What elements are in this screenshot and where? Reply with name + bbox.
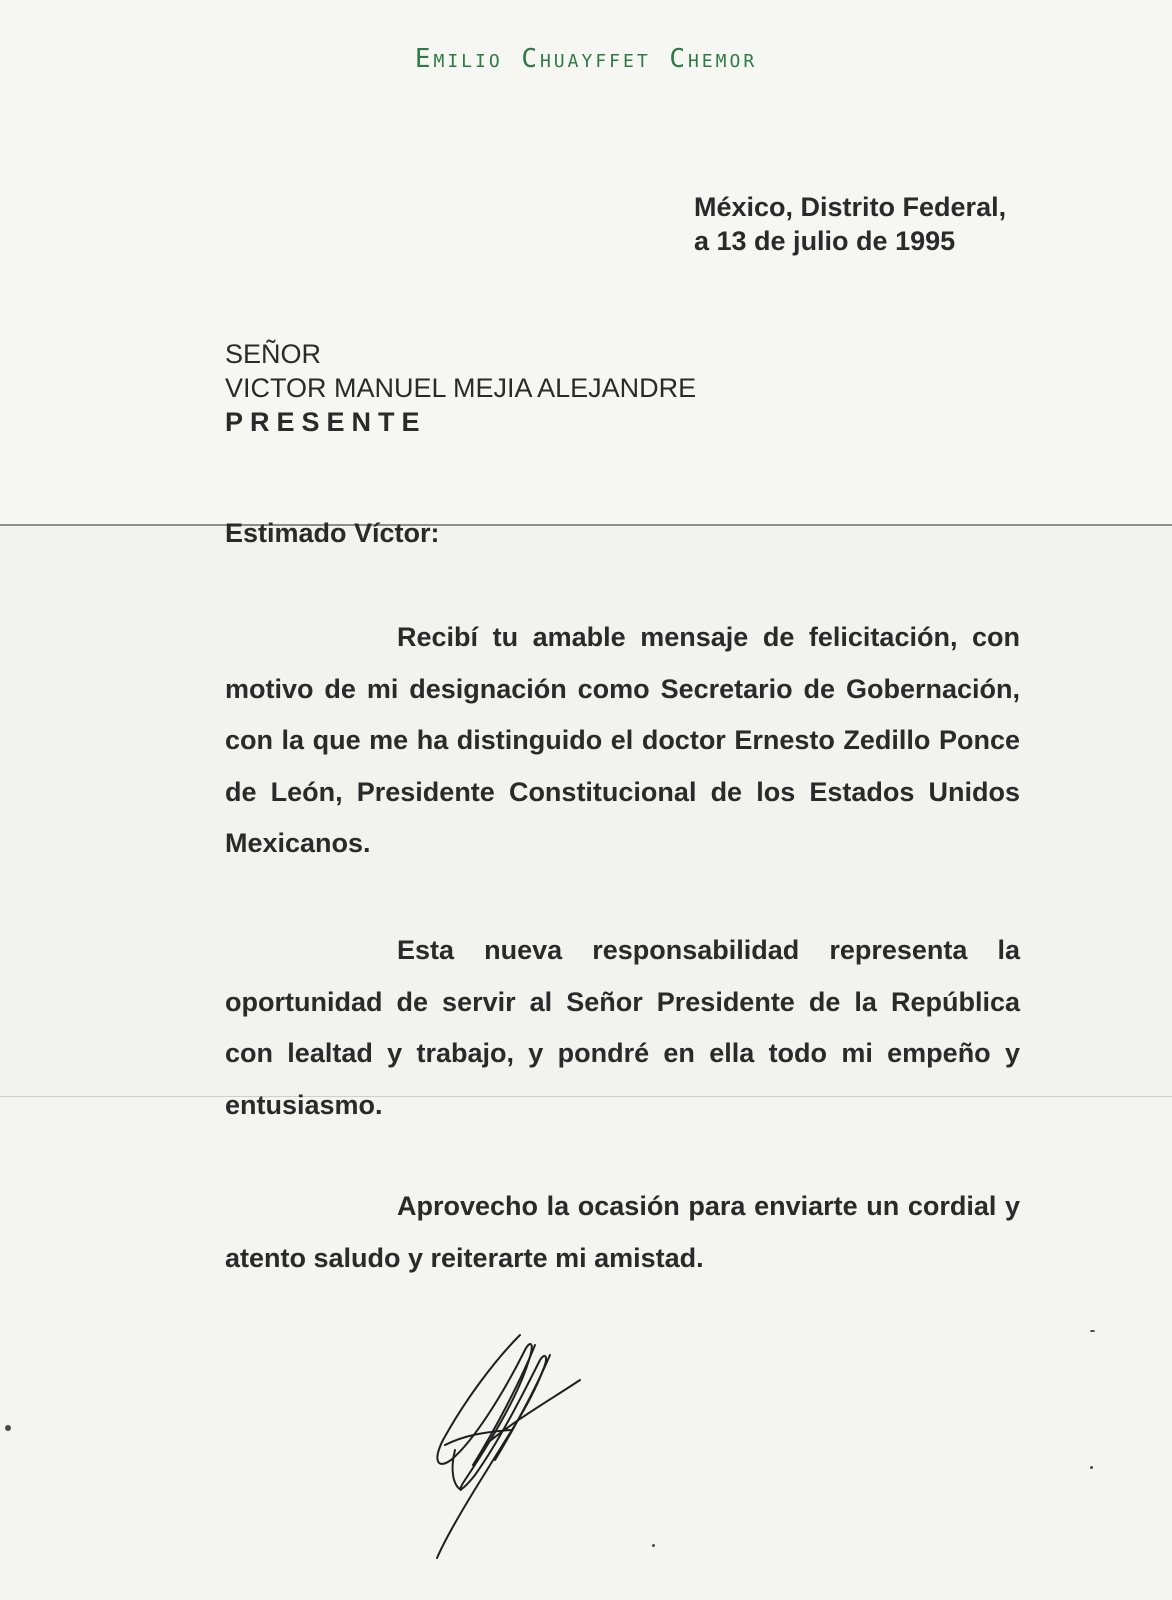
- recipient-title: SEÑOR: [225, 339, 322, 369]
- letterhead: Emilio Chuayffet Chemor: [414, 44, 758, 74]
- date-line-1: México, Distrito Federal,: [694, 192, 1007, 222]
- date-block: [694, 190, 1006, 258]
- paper-speck: [652, 1544, 655, 1547]
- signature-icon: [425, 1320, 605, 1560]
- date-line-2: a 13 de julio de 1995: [694, 226, 956, 256]
- paper-speck: [1090, 1330, 1095, 1332]
- recipient-name: VICTOR MANUEL MEJIA ALEJANDRE: [225, 373, 697, 403]
- paragraph-3: Aprovecho la ocasión para enviarte un cordial y atento saludo y reiterarte mi amistad.: [225, 1191, 1020, 1273]
- fold-line-top: [0, 524, 1172, 526]
- recipient-presente: PRESENTE: [225, 407, 427, 437]
- paragraph-2: Esta nueva responsabilidad representa la oportunidad de servir al Señor Presidente de la República con lealtad y trabajo, y pondré en ella todo mi empeño y entusiasmo.: [225, 935, 1020, 1120]
- paper-speck: [5, 1425, 11, 1431]
- greeting: Estimado Víctor:: [225, 518, 440, 548]
- recipient-block: [225, 337, 696, 439]
- paragraph-1: Recibí tu amable mensaje de felicitación, con motivo de mi designación como Secretario de Gobernación, con la que me ha distinguido el doctor Ernesto Zedillo Ponce de León, Presidente Constitucional de los Estados Unidos Mexicanos.: [225, 622, 1020, 858]
- paper-section-top: [0, 0, 1172, 524]
- paper-speck: [1090, 1466, 1093, 1469]
